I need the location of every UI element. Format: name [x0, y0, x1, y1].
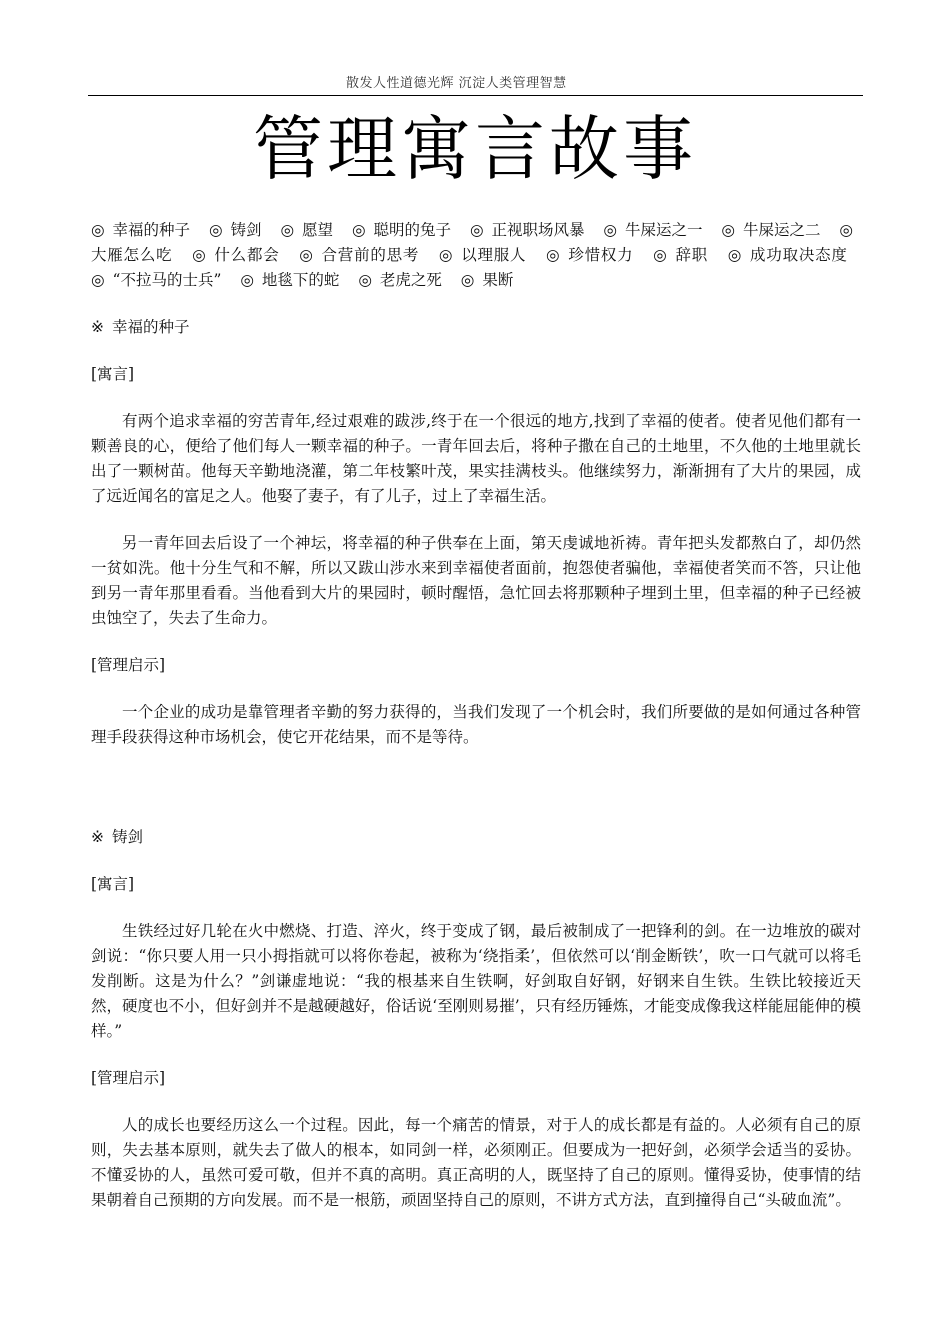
document-title: 管理寓言故事	[253, 107, 697, 190]
toc-bullet-icon: ◎	[603, 221, 617, 239]
toc-bullet-icon: ◎	[653, 246, 668, 264]
toc-item-label: 珍惜权力	[568, 246, 634, 264]
insight-label: [管理启示]	[91, 656, 166, 674]
header-rule	[88, 95, 863, 96]
toc-item-label: 牛屎运之一	[624, 221, 703, 239]
toc-item[interactable]	[192, 246, 279, 264]
toc-bullet-icon: ◎	[358, 271, 372, 289]
toc-item-label: 以理服人	[461, 246, 527, 264]
toc-bullet-icon: ◎	[460, 271, 475, 289]
toc-item-label: 果断	[482, 271, 514, 289]
section-spacer	[91, 772, 861, 825]
toc-bullet-icon: ◎	[839, 221, 853, 239]
toc-item[interactable]	[358, 271, 442, 289]
toc-item-label: 牛屎运之二	[742, 221, 821, 239]
toc-item-label: “不拉马的士兵”	[112, 271, 222, 289]
toc-item-label: 正视职场风暴	[491, 221, 585, 239]
insight-paragraph: 人的成长也要经历这么一个过程。因此，每一个痛苦的情景，对于人的成长都是有益的。人必须有自己的原则，失去基本原则，就失去了做人的根本，如同剑一样，必须刚正。但要成为一把好剑，必须学会适当的妥协。不懂妥协的人，虽然可爱可敬，但并不真的高明。真正高明的人，既坚持了自己的原则。懂得妥协，使事情的结果朝着自己预期的方向发展。而不是一根筋，顽固坚持自己的原则，不讲方式方法，直到撞得自己“头破血流”。	[91, 1116, 861, 1209]
section-mark: ※	[91, 318, 104, 336]
toc-bullet-icon: ◎	[438, 246, 454, 264]
toc-item-label: 愿望	[302, 221, 334, 239]
toc-item[interactable]	[240, 271, 339, 289]
toc-bullet-icon: ◎	[351, 221, 366, 239]
toc-item[interactable]	[209, 221, 262, 239]
toc-bullet-icon: ◎	[727, 246, 743, 264]
header-tagline: 散发人性道德光辉 沉淀人类管理智慧	[346, 76, 567, 91]
fable-paragraph: 另一青年回去后设了一个神坛，将幸福的种子供奉在上面，第天虔诚地祈祷。青年把头发都熬白了，却仍然一贫如洗。他十分生气和不解，所以又跋山涉水来到幸福使者面前，抱怨使者骗他，幸福使者笑而不答，只让他到另一青年那里看看。当他看到大片的果园时，顿时醒悟，急忙回去将那颗种子埋到土里，但幸福的种子已经被虫蚀空了，失去了生命力。	[91, 534, 861, 627]
toc-bullet-icon: ◎	[721, 221, 735, 239]
insight-label: [管理启示]	[91, 1069, 166, 1087]
toc-bullet-icon: ◎	[546, 246, 561, 264]
toc-bullet-icon: ◎	[280, 221, 294, 239]
toc-item-label: 地毯下的蛇	[261, 271, 340, 289]
toc-item-label: 聪明的兔子	[373, 221, 451, 239]
toc-item-label: 什么都会	[214, 246, 280, 264]
story-section	[91, 315, 861, 750]
fable-paragraph: 生铁经过好几轮在火中燃烧、打造、淬火，终于变成了钢，最后被制成了一把锋利的剑。在一边堆放的碳对剑说：“你只要人用一只小拇指就可以将你卷起，被称为‘绕指柔’，但依然可以‘削金断铁’，吹一口气就可以将毛发削断。这是为什么？”剑谦虚地说：“我的根基来自生铁啊，好剑取自好钢，好钢来自生铁。生铁比较接近天然，硬度也不小，但好剑并不是越硬越好，俗话说‘至刚则易摧’，只有经历锤炼，才能变成像我这样能屈能伸的模样。”	[91, 922, 861, 1040]
toc-item-label: 成功取决态度	[750, 246, 847, 264]
toc-bullet-icon: ◎	[91, 221, 105, 239]
toc-item[interactable]	[653, 246, 708, 264]
toc-item[interactable]	[470, 221, 585, 239]
toc-item[interactable]	[299, 246, 419, 264]
toc-item-label: 幸福的种子	[112, 221, 191, 239]
toc-bullet-icon: ◎	[91, 271, 105, 289]
toc-item[interactable]	[546, 246, 633, 264]
section-title-text: 铸剑	[112, 828, 144, 846]
toc-item-label: 辞职	[675, 246, 709, 264]
fable-label: [寓言]	[91, 875, 135, 893]
toc-item[interactable]	[352, 221, 451, 239]
document-body	[91, 218, 861, 1235]
toc-item[interactable]	[728, 246, 847, 264]
toc-bullet-icon: ◎	[240, 271, 254, 289]
toc-item[interactable]	[461, 271, 514, 289]
toc-item[interactable]	[91, 271, 221, 289]
section-title	[91, 825, 861, 850]
toc-bullet-icon: ◎	[469, 221, 484, 239]
section-mark: ※	[91, 828, 104, 846]
toc-bullet-icon: ◎	[208, 221, 223, 239]
toc-item[interactable]	[721, 221, 820, 239]
toc-item[interactable]	[439, 246, 526, 264]
section-title	[91, 315, 861, 340]
fable-paragraph: 有两个追求幸福的穷苦青年,经过艰难的跋涉,终于在一个很远的地方,找到了幸福的使者。使者见他们都有一颗善良的心，便给了他们每人一颗幸福的种子。一青年回去后，将种子撒在自己的土地里，不久他的土地里就长出了一颗树苗。他每天辛勤地浇灌，第二年枝繁叶茂，果实挂满枝头。他继续努力，渐渐拥有了大片的果园，成了远近闻名的富足之人。他娶了妻子，有了儿子，过上了幸福生活。	[91, 412, 861, 505]
fable-label: [寓言]	[91, 365, 135, 383]
toc-item-label: 铸剑	[230, 221, 262, 239]
toc-bullet-icon: ◎	[299, 246, 314, 264]
section-title-text: 幸福的种子	[112, 318, 190, 336]
toc-bullet-icon: ◎	[192, 246, 207, 264]
toc-item[interactable]	[91, 221, 190, 239]
story-section	[91, 825, 861, 1213]
toc-item-label: 老虎之死	[379, 271, 442, 289]
toc-item-label: 大雁怎么吃	[91, 246, 173, 264]
table-of-contents	[91, 218, 861, 293]
insight-paragraph: 一个企业的成功是靠管理者辛勤的努力获得的，当我们发现了一个机会时，我们所要做的是如何通过各种管理手段获得这种市场机会，使它开花结果，而不是等待。	[91, 703, 861, 746]
toc-item[interactable]	[280, 221, 333, 239]
toc-item-label: 合营前的思考	[321, 246, 420, 264]
toc-item[interactable]	[603, 221, 702, 239]
